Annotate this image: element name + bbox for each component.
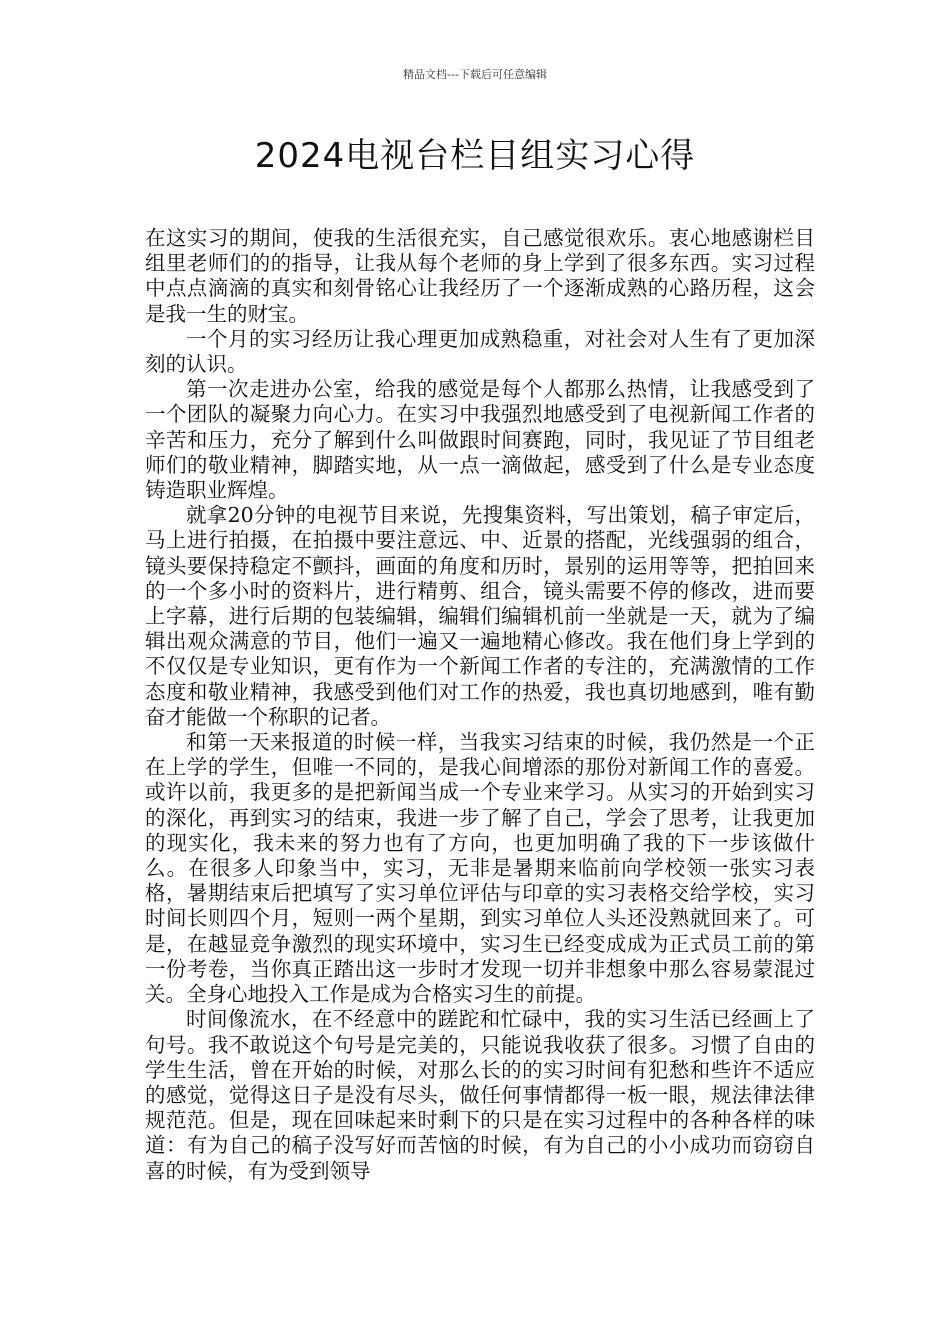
paragraph: 和第一天来报道的时候一样，当我实习结束的时候，我仍然是一个正在上学的学生，但唯一不同的，是我心间增添的那份对新闻工作的喜爱。或许以前，我更多的是把新闻当成一个专业来学习。从实习的开始到实习的深化，再到实习的结束，我进一步了解了自己，学会了思考，让我更加的现实化，我未来的努力也有了方向，也更加明确了我的下一步该做什么。在很多人印象当中，实习，无非是暑期来临前向学校领一张实习表格，暑期结束后把填写了实习单位评估与印章的实习表格交给学校，实习时间长则四个月，短则一两个星期，到实习单位人头还没熟就回来了。可是，在越显竞争激烈的现实环境中，实习生已经变成成为正式员工前的第一份考卷，当你真正踏出这一步时才发现一切并非想象中那么容易蒙混过关。全身心地投入工作是成为合格实习生的前提。 [145, 730, 815, 1007]
paragraph: 时间像流水，在不经意中的蹉跎和忙碌中，我的实习生活已经画上了句号。我不敢说这个句号是完美的，只能说我收获了很多。习惯了自由的学生生活，曾在开始的时候，对那么长的的实习时间有犯愁和些许不适应的感觉，觉得这日子是没有尽头，做任何事情都得一板一眼，规法律法律规范范。但是，现在回味起来时剩下的只是在实习过程中的各种各样的味道：有为自己的稿子没写好而苦恼的时候，有为自己的小小成功而窃窃自喜的时候，有为受到领导 [145, 1007, 815, 1183]
document-title: 2024电视台栏目组实习心得 [254, 136, 696, 176]
paragraph: 第一次走进办公室，给我的感觉是每个人都那么热情，让我感受到了一个团队的凝聚力向心力。在实习中我强烈地感受到了电视新闻工作者的辛苦和压力，充分了解到什么叫做跟时间赛跑，同时，我见证了节目组老师们的敬业精神，脚踏实地，从一点一滴做起，感受到了什么是专业态度铸造职业辉煌。 [145, 377, 815, 503]
paragraph-intro: 在这实习的期间，使我的生活很充实，自己感觉很欢乐。衷心地感谢栏目组里老师们的的指导，让我从每个老师的身上学到了很多东西。实习过程中点点滴滴的真实和刻骨铭心让我经历了一个逐渐成熟的心路历程，这会是我一生的财宝。 [145, 226, 815, 326]
page-header-note: 精品文档---下载后可任意编辑 [403, 68, 547, 81]
paragraph: 就拿20分钟的电视节目来说，先搜集资料，写出策划，稿子审定后，马上进行拍摄，在拍摄中要注意远、中、近景的搭配，光线强弱的组合，镜头要保持稳定不颤抖，画面的角度和历时，景别的运用等等，把拍回来的一个多小时的资料片，进行精剪、组合，镜头需要不停的修改，进而要上字幕，进行后期的包装编辑，编辑们编辑机前一坐就是一天，就为了编辑出观众满意的节目，他们一遍又一遍地精心修改。我在他们身上学到的不仅仅是专业知识，更有作为一个新闻工作者的专注的，充满激情的工作态度和敬业精神，我感受到他们对工作的热爱，我也真切地感到，唯有勤奋才能做一个称职的记者。 [145, 503, 815, 729]
document-body [145, 226, 815, 1184]
paragraph: 一个月的实习经历让我心理更加成熟稳重，对社会对人生有了更加深刻的认识。 [145, 326, 815, 377]
